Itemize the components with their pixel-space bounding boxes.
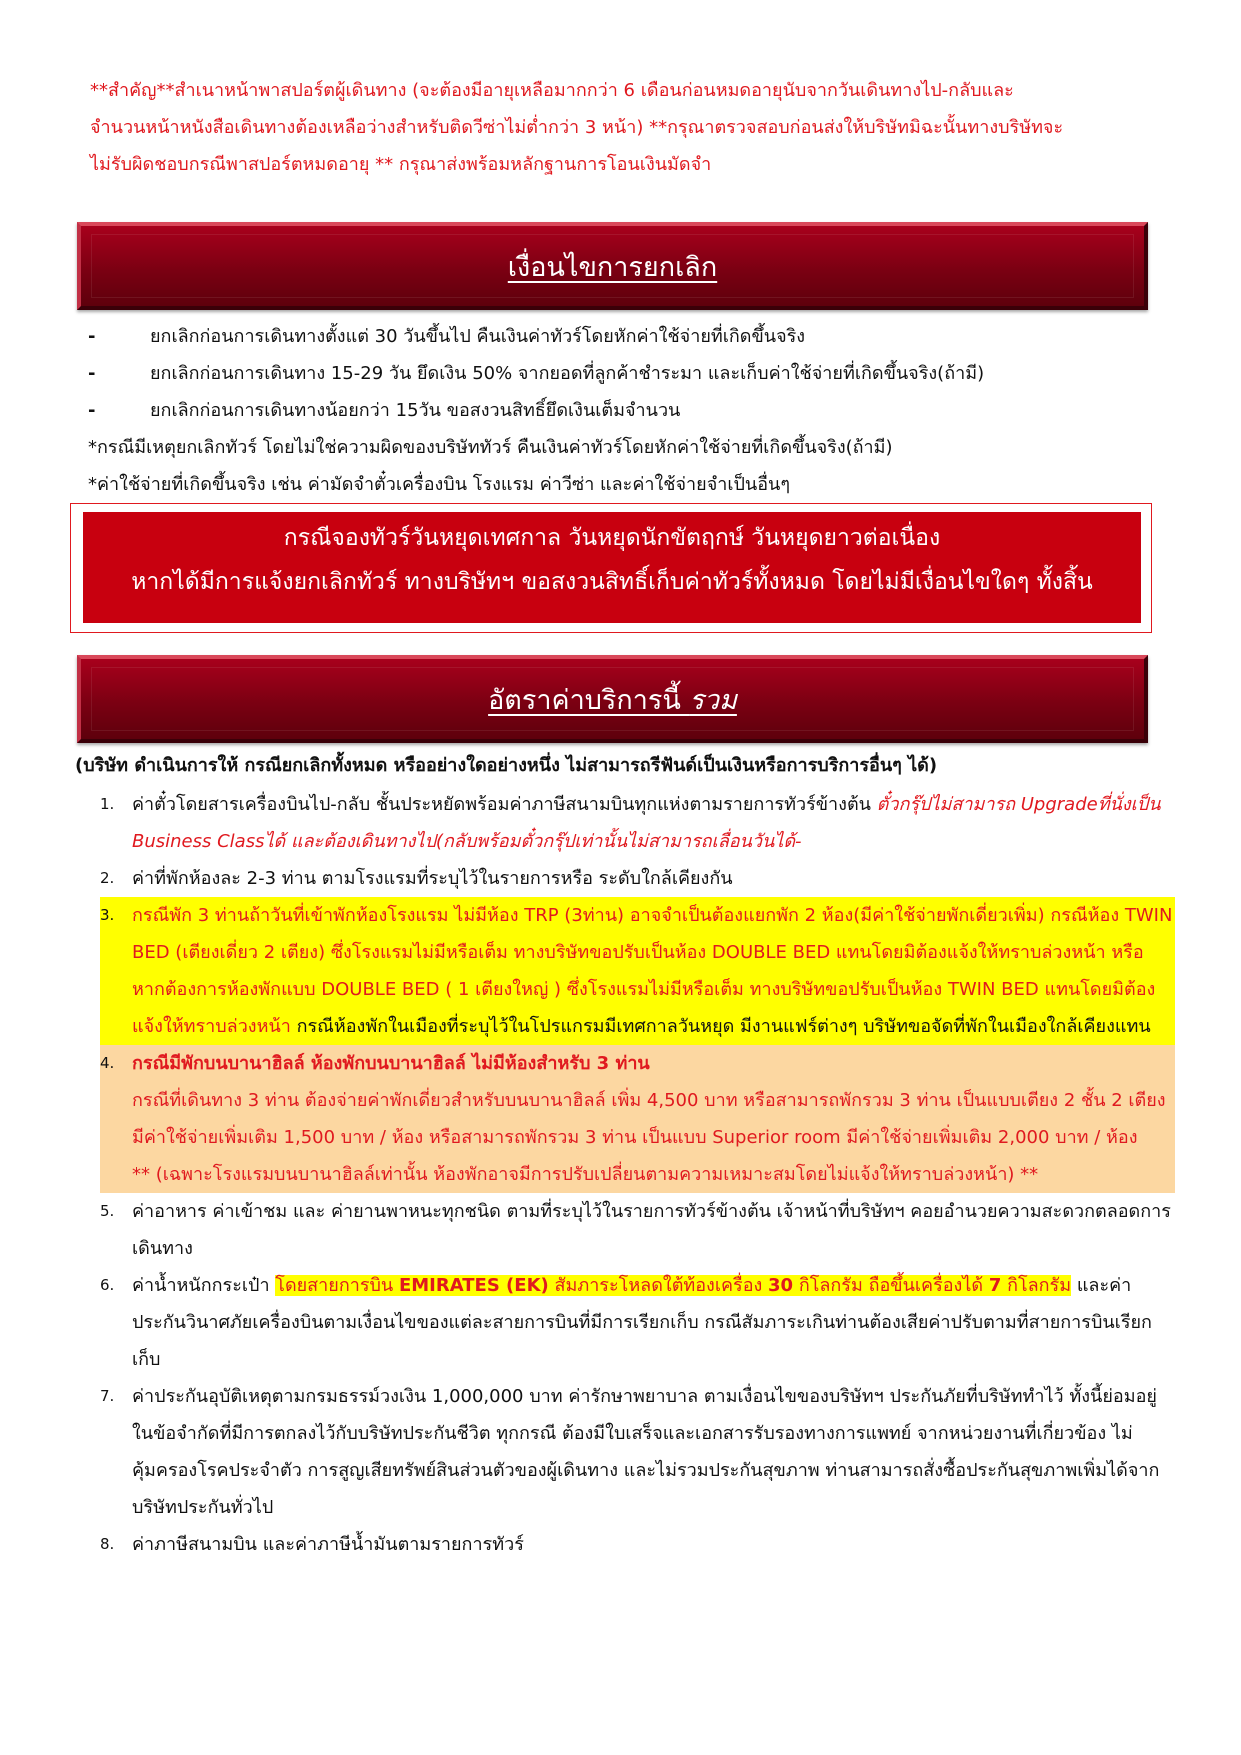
list-item: 6. ค่าน้ำหนักกระเป๋า โดยสายการบิน EMIRATES (EK) สัมภาระโหลดใต้ท้องเครื่อง 30 กิโลกรัม ถือขึ้นเครื่องได้ 7 กิโลกรัม และค่า ประกันวินาศภัยเครื่องบินตามเงื่อนไขของแต่ละสายการบินที่มีการเรียกเก็บ กรณีสัมภาระเกินท่านต้องเสียค่าปรับตามที่สายการบินเรียกเก็บ (100, 1275, 1152, 1370)
rate-section-title: อัตราค่าบริการนี้ รวม (488, 684, 737, 716)
list-item: - ยกเลิกก่อนการเดินทาง 15-29 วัน ยึดเงิน 50% จากยอดที่ลูกค้าชำระมา และเก็บค่าใช้จ่ายที่เกิดขึ้นจริง(ถ้ามี) (88, 363, 985, 384)
cancel-section-title: เงื่อนไขการยกเลิก (507, 251, 718, 283)
list-item: 5. ค่าอาหาร ค่าเข้าชม และ ค่ายานพาหนะทุกชนิด ตามที่ระบุไว้ในรายการทัวร์ข้างต้น เจ้าหน้าที่บริษัทฯ คอยอำนวยความสะดวกตลอดการเดินทาง (100, 1201, 1171, 1259)
holiday-notice (83, 512, 1141, 623)
list-item: - ยกเลิกก่อนการเดินทางน้อยกว่า 15วัน ขอสงวนสิทธิ์ยึดเงินเต็มจำนวน (88, 400, 681, 421)
rate-section-note: (บริษัท ดำเนินการให้ กรณียกเลิกทั้งหมด หรืออย่างใดอย่างหนึ่ง ไม่สามารถรีฟันด์เป็นเงินหรือการบริการอื่นๆ ได้) (75, 755, 938, 776)
passport-notice-line: จำนวนหน้าหนังสือเดินทางต้องเหลือว่างสำหรับติดวีซ่าไม่ต่ำกว่า 3 หน้า) **กรุณาตรวจสอบก่อนส่งให้บริษัทมิฉะนั้นทางบริษัทจะ (90, 117, 1064, 138)
holiday-notice-line: หากได้มีการแจ้งยกเลิกทัวร์ ทางบริษัทฯ ขอสงวนสิทธิ์เก็บค่าทัวร์ทั้งหมด โดยไม่มีเงื่อนไขใดๆ ทั้งสิ้น (131, 569, 1093, 595)
cancel-conditions (88, 318, 1168, 503)
list-item: - ยกเลิกก่อนการเดินทางตั้งแต่ 30 วันขึ้นไป คืนเงินค่าทัวร์โดยหักค่าใช้จ่ายที่เกิดขึ้นจริง (88, 326, 806, 347)
list-item: 3. กรณีพัก 3 ท่านถ้าวันที่เข้าพักห้องโรงแรม ไม่มีห้อง TRP (3ท่าน) อาจจำเป็นต้องแยกพัก 2 ห้อง(มีค่าใช้จ่ายพักเดี่ยวเพิ่ม) กรณีห้อง TWIN BED (เตียงเดี่ยว 2 เตียง) ซึ่งโรงแรมไม่มีหรือเต็ม ทางบริษัทขอปรับเป็นห้อง DOUBLE BED แทนโดยมิต้องแจ้งให้ทราบล่วงหน้า หรือ หากต้องการห้องพักแบบ DOUBLE BED ( 1 เตียงใหญ่ ) ซึ่งโรงแรมไม่มีหรือเต็ม ทางบริษัทขอปรับเป็นห้อง TWIN BED แทนโดยมิต้องแจ้งให้ทราบล่วงหน้า กรณีห้องพักในเมืองที่ระบุไว้ในโปรแกรมมีเทศกาลวันหยุด มีงานแฟร์ต่างๆ บริษัทขอจัดที่พักในเมืองใกล้เคียงแทน (100, 897, 1175, 1045)
list-item: 7. ค่าประกันอุบัติเหตุตามกรมธรรม์วงเงิน 1,000,000 บาท ค่ารักษาพยาบาล ตามเงื่อนไขของบริษัทฯ ประกันภัยที่บริษัททำไว้ ทั้งนี้ย่อมอยู่ในข้อจำกัดที่มีการตกลงไว้กับบริษัทประกันชีวิต ทุกกรณี ต้องมีใบเสร็จและเอกสารรับรองทางการแพทย์ จากหน่วยงานที่เกี่ยวข้อง ไม่คุ้มครองโรคประจำตัว การสูญเสียทรัพย์สินส่วนตัวของผู้เดินทาง และไม่รวมประกันสุขภาพ ท่านสามารถสั่งซื้อประกันสุขภาพเพิ่มได้จากบริษัทประกันทั่วไป (100, 1386, 1160, 1518)
passport-notice-line: **สำคัญ**สำเนาหน้าพาสปอร์ตผู้เดินทาง (จะต้องมีอายุเหลือมากกว่า 6 เดือนก่อนหมดอายุนับจากวันเดินทางไป-กลับและ (90, 80, 1014, 101)
included-items (100, 786, 1175, 1563)
list-item: 8. ค่าภาษีสนามบิน และค่าภาษีน้ำมันตามรายการทัวร์ (100, 1534, 524, 1555)
cancel-note: *กรณีมีเหตุยกเลิกทัวร์ โดยไม่ใช่ความผิดของบริษัททัวร์ คืนเงินค่าทัวร์โดยหักค่าใช้จ่ายที่เกิดขึ้นจริง(ถ้ามี) (88, 437, 893, 458)
passport-notice-line: ไม่รับผิดชอบกรณีพาสปอร์ตหมดอายุ ** กรุณาส่งพร้อมหลักฐานการโอนเงินมัดจำ (90, 154, 712, 175)
list-item: 2. ค่าที่พักห้องละ 2-3 ท่าน ตามโรงแรมที่ระบุไว้ในรายการหรือ ระดับใกล้เคียงกัน (100, 868, 733, 889)
rate-section-banner (77, 655, 1148, 743)
list-item: 1. ค่าตั๋วโดยสารเครื่องบินไป-กลับ ชั้นประหยัดพร้อมค่าภาษีสนามบินทุกแห่งตามรายการทัวร์ข้างต้น ตั๋วกรุ๊ปไม่สามารถ Upgradeที่นั่งเป็น Business Classได้ และต้องเดินทางไป(กลับพร้อมตั๋วกรุ๊ปเท่านั้นไม่สามารถเลื่อนวันได้- (100, 794, 1161, 852)
list-item: 4. กรณีมีพักบนบานาฮิลล์ ห้องพักบนบานาฮิลล์ ไม่มีห้องสำหรับ 3 ท่าน กรณีที่เดินทาง 3 ท่าน ต้องจ่ายค่าพักเดี่ยวสำหรับบนบานาฮิลล์ เพิ่ม 4,500 บาท หรือสามารถพักรวม 3 ท่าน เป็นแบบเตียง 2 ชั้น 2 เตียง มีค่าใช้จ่ายเพิ่มเติม 1,500 บาท / ห้อง หรือสามารถพักรวม 3 ท่าน เป็นแบบ Superior room มีค่าใช้จ่ายเพิ่มเติม 2,000 บาท / ห้อง ** (เฉพาะโรงแรมบนบานาฮิลล์เท่านั้น ห้องพักอาจมีการปรับเปลี่ยนตามความเหมาะสมโดยไม่แจ้งให้ทราบล่วงหน้า) ** (100, 1045, 1175, 1193)
cancel-section-banner (77, 222, 1148, 310)
holiday-notice-line: กรณีจองทัวร์วันหยุดเทศกาล วันหยุดนักขัตฤกษ์ วันหยุดยาวต่อเนื่อง (283, 525, 941, 551)
passport-notice (90, 72, 1180, 183)
cancel-note: *ค่าใช้จ่ายที่เกิดขึ้นจริง เช่น ค่ามัดจำตั๋วเครื่องบิน โรงแรม ค่าวีซ่า และค่าใช้จ่ายจำเป็นอื่นๆ (88, 474, 791, 495)
